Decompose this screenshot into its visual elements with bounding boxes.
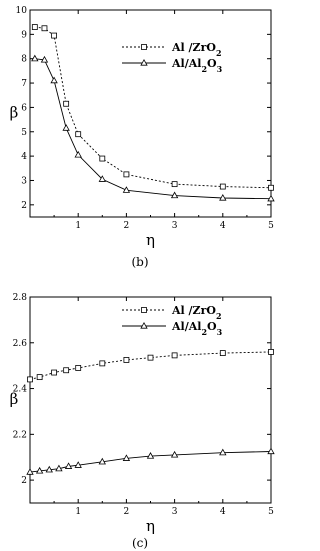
data-point-triangle (51, 77, 57, 82)
legend-marker-triangle (141, 323, 147, 328)
legend-label-sub: 2 (215, 311, 222, 321)
legend-label-name: Al /ZrO (172, 304, 216, 317)
x-tick-label: 5 (268, 507, 274, 517)
data-point-square (37, 375, 42, 380)
legend-label-tail: O (207, 320, 217, 333)
data-point-square (32, 25, 37, 30)
data-point-square (76, 365, 81, 370)
data-point-square (148, 355, 153, 360)
y-axis-label: β (9, 103, 19, 122)
data-point-triangle (63, 125, 69, 130)
x-tick-label: 3 (171, 221, 178, 231)
data-point-square (76, 132, 81, 137)
y-tick-label: 6 (21, 103, 27, 114)
x-tick-label: 4 (219, 221, 226, 231)
legend-label-sub: 2 (201, 327, 208, 337)
chart-panel-b (10, 6, 274, 269)
data-point-square (172, 353, 177, 358)
panel-caption: (b) (131, 255, 149, 269)
legend-label-tail: O (207, 57, 217, 70)
legend-label-sub: 2 (215, 48, 222, 58)
legend-label-sub2: 3 (216, 64, 223, 74)
legend-label (171, 41, 222, 58)
data-point-square (100, 156, 105, 161)
legend-label-name: Al /ZrO (172, 41, 216, 54)
y-tick-label: 8 (21, 54, 27, 65)
data-point-square (269, 349, 274, 354)
y-tick-label: 10 (15, 6, 27, 16)
x-axis-label: η (146, 517, 155, 535)
y-axis-label: β (9, 390, 19, 408)
data-point-square (100, 361, 105, 366)
y-tick-label: 2.2 (12, 430, 27, 441)
legend (122, 41, 223, 74)
data-point-triangle (268, 448, 274, 453)
data-point-square (52, 370, 57, 375)
x-tick-label: 4 (219, 507, 226, 517)
data-point-square (172, 182, 177, 187)
x-tick-label: 2 (123, 221, 130, 231)
y-tick-label: 3 (21, 176, 27, 187)
series-line-al-zro2 (35, 27, 271, 188)
series-line-al-al2o3 (35, 59, 271, 199)
y-tick-label: 9 (21, 30, 27, 41)
data-point-square (269, 185, 274, 190)
y-tick-label: 2.4 (12, 384, 27, 395)
x-tick-label: 2 (123, 507, 130, 517)
legend-label-sub: 2 (201, 64, 208, 74)
plot-frame (30, 10, 271, 217)
x-tick-label: 1 (75, 507, 82, 517)
data-point-square (64, 368, 69, 373)
y-tick-label: 2 (21, 200, 27, 211)
legend-marker-triangle (141, 60, 147, 65)
data-point-triangle (268, 196, 274, 201)
legend (122, 304, 223, 337)
x-tick-label: 5 (268, 221, 274, 231)
x-tick-label: 1 (75, 221, 82, 231)
legend-label-sub2: 3 (216, 327, 223, 337)
data-point-square (124, 357, 129, 362)
y-tick-label: 7 (21, 79, 27, 90)
data-point-square (124, 172, 129, 177)
data-point-square (52, 33, 57, 38)
legend-label (171, 57, 223, 74)
y-tick-label: 5 (21, 127, 27, 138)
legend-label-name: Al/Al (172, 57, 202, 70)
data-point-square (64, 101, 69, 106)
legend-marker-square (142, 45, 147, 50)
x-tick-label: 3 (171, 507, 178, 517)
x-axis-label: η (146, 231, 155, 249)
panel-caption: (c) (131, 536, 149, 550)
data-point-square (220, 184, 225, 189)
y-tick-label: 2 (21, 476, 27, 487)
y-tick-label: 4 (21, 152, 27, 163)
legend-marker-square (142, 308, 147, 313)
data-point-triangle (75, 152, 81, 157)
y-tick-label: 2.6 (12, 338, 27, 349)
chart-panel-c (10, 293, 274, 550)
plot-frame (30, 297, 271, 503)
legend-label (171, 320, 223, 337)
data-point-square (220, 351, 225, 356)
data-point-square (42, 26, 47, 31)
legend-label-name: Al/Al (172, 320, 202, 333)
data-point-square (28, 377, 33, 382)
legend-label (171, 304, 222, 321)
y-tick-label: 2.8 (12, 293, 27, 303)
